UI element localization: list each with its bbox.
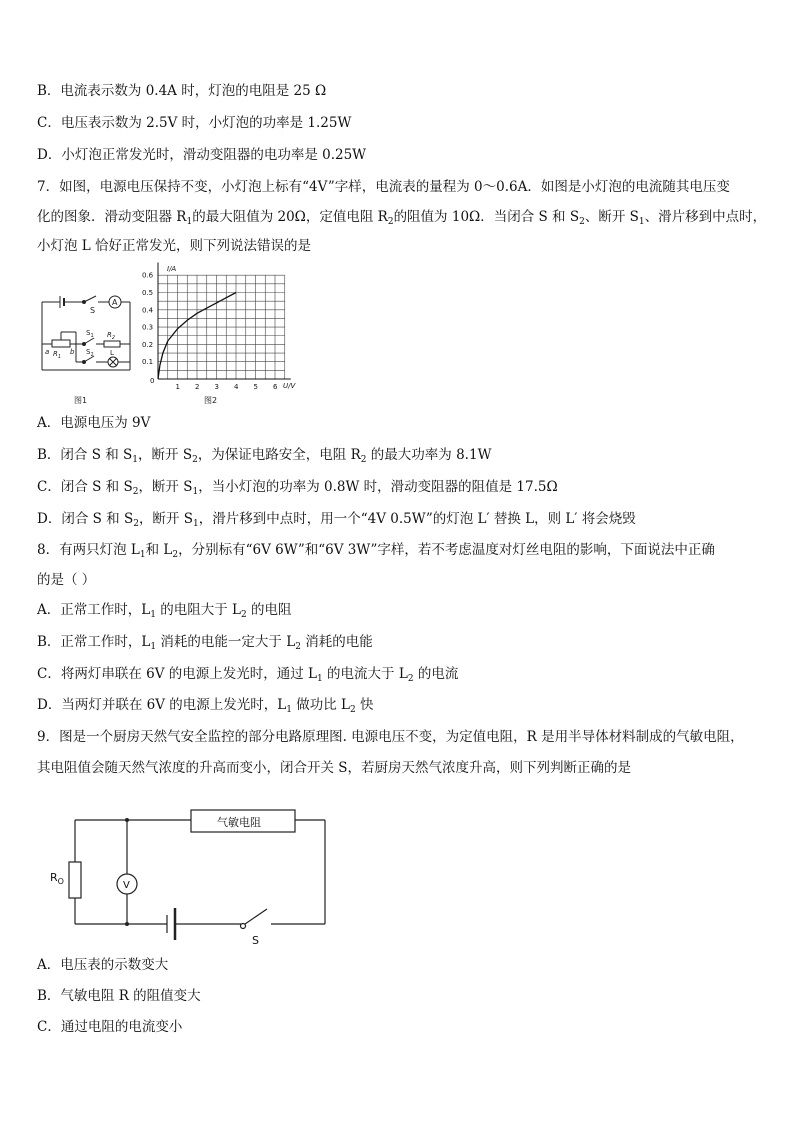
q9-stem-line1: 9．图是一个厨房天然气安全监控的部分电路原理图. 电源电压不变，为定值电阻，R 是用半导体材料制成的气敏电阻，: [37, 729, 744, 745]
q7-option-a: A．电源电压为 9V: [37, 415, 151, 431]
q7-option-d: D．闭合 S 和 $S_2$，断开 $S_1$，滑片移到中点时，用一个“4V 0.5W”的灯泡 L′ 替换 L，则 L′ 将会烧毁: [37, 511, 636, 529]
resistor-r2-label: $R_2$: [107, 331, 116, 341]
y-tick-label: 0.4: [142, 306, 154, 315]
y-tick-label: 0.5: [142, 289, 154, 297]
ammeter-label: A: [112, 298, 118, 307]
figure2-iu-chart: [140, 260, 310, 410]
x-tick-label: 3: [214, 383, 219, 391]
voltmeter-label: V: [123, 880, 130, 891]
iu-chart-svg: [140, 260, 310, 410]
figure1-circuit: [34, 282, 134, 412]
r0-label: $R_O$: [50, 871, 64, 886]
y-tick-label: 0.2: [142, 340, 154, 349]
figure2-caption: 图2: [204, 396, 218, 405]
x-axis-label: U/V: [283, 382, 296, 390]
q8-stem-line2: 的是（ ）: [37, 572, 96, 588]
q9-option-b: B．气敏电阻 R 的阻值变大: [37, 988, 201, 1004]
switch-s1-label: $S_1$: [86, 329, 94, 339]
circuit-diagram-gas-sensor: [45, 804, 345, 950]
q7-stem-line1: 7．如图，电源电压保持不变，小灯泡上标有“4V”字样，电流表的量程为 0～0.6A．如图是小灯泡的电流随其电压变: [37, 179, 730, 195]
circuit-diagram-1: [34, 282, 134, 412]
switch-label: S: [252, 934, 259, 947]
q6-option-d: D．小灯泡正常发光时，滑动变阻器的电功率是 0.25W: [37, 147, 367, 163]
q7-option-c: C．闭合 S 和 $S_2$，断开 $S_1$，当小灯泡的功率为 0.8W 时，滑动变阻器的阻值是 17.5Ω: [37, 479, 558, 497]
q9-option-c: C．通过电阻的电流变小: [37, 1019, 183, 1035]
lamp-l-label: L: [110, 349, 114, 357]
q9-option-a: A．电压表的示数变大: [37, 957, 169, 973]
q7-option-b: B．闭合 S 和 $S_1$，断开 $S_2$，为保证电路安全，电阻 $R_2$ 的最大功率为 8.1W: [37, 447, 492, 465]
y-tick-label: 0.6: [142, 271, 154, 280]
switch-s-label: S: [90, 306, 96, 315]
q8-option-a: A．正常工作时，$L_1$ 的电阻大于 $L_2$ 的电阻: [37, 602, 292, 620]
q7-stem-line2: 化的图象．滑动变阻器 $R_1$的最大阻值为 20Ω，定值电阻 $R_2$的阻值为 10Ω．当闭合 S 和 $S_2$、断开 $S_1$、滑片移到中点时，: [37, 209, 767, 227]
origin-label: 0: [150, 377, 155, 385]
q8-option-d: D．当两灯并联在 6V 的电源上发光时，$L_1$ 做功比 $L_2$ 快: [37, 697, 374, 715]
rheostat-r1-label: $R_1$: [53, 350, 62, 360]
x-tick-label: 1: [175, 383, 180, 391]
x-tick-label: 6: [273, 383, 278, 391]
q8-option-c: C．将两灯串联在 6V 的电源上发光时，通过 $L_1$ 的电流大于 $L_2$ 的电流: [37, 666, 459, 684]
q7-stem-line3: 小灯泡 L 恰好正常发光，则下列说法错误的是: [37, 238, 312, 254]
x-tick-label: 4: [234, 383, 239, 391]
y-tick-label: 0.3: [142, 323, 154, 332]
q8-stem-line1: 8．有两只灯泡 $L_1$和 $L_2$，分别标有“6V 6W”和“6V 3W”字样，若不考虑温度对灯丝电阻的影响，下面说法中正确: [37, 542, 715, 560]
figure1-caption: 图1: [74, 396, 88, 405]
gas-sensor-label: 气敏电阻: [217, 816, 261, 829]
q6-option-c: C．电压表示数为 2.5V 时，小灯泡的功率是 1.25W: [37, 115, 352, 131]
y-axis-label: I/A: [167, 265, 177, 273]
figure3-gas-sensor-circuit: [45, 804, 345, 950]
rheostat-b-label: b: [70, 348, 75, 356]
q6-option-b: B．电流表示数为 0.4A 时，灯泡的电阻是 25 Ω: [37, 83, 327, 99]
switch-s2-label: $S_2$: [86, 348, 94, 358]
x-tick-label: 5: [253, 383, 258, 391]
rheostat-a-label: a: [45, 348, 50, 356]
y-tick-label: 0.1: [142, 358, 154, 367]
x-tick-label: 2: [195, 383, 200, 391]
q9-stem-line2: 其电阻值会随天然气浓度的升高而变小，闭合开关 S，若厨房天然气浓度升高，则下列判断正确的是: [37, 760, 632, 776]
q8-option-b: B．正常工作时，$L_1$ 消耗的电能一定大于 $L_2$ 消耗的电能: [37, 634, 373, 652]
